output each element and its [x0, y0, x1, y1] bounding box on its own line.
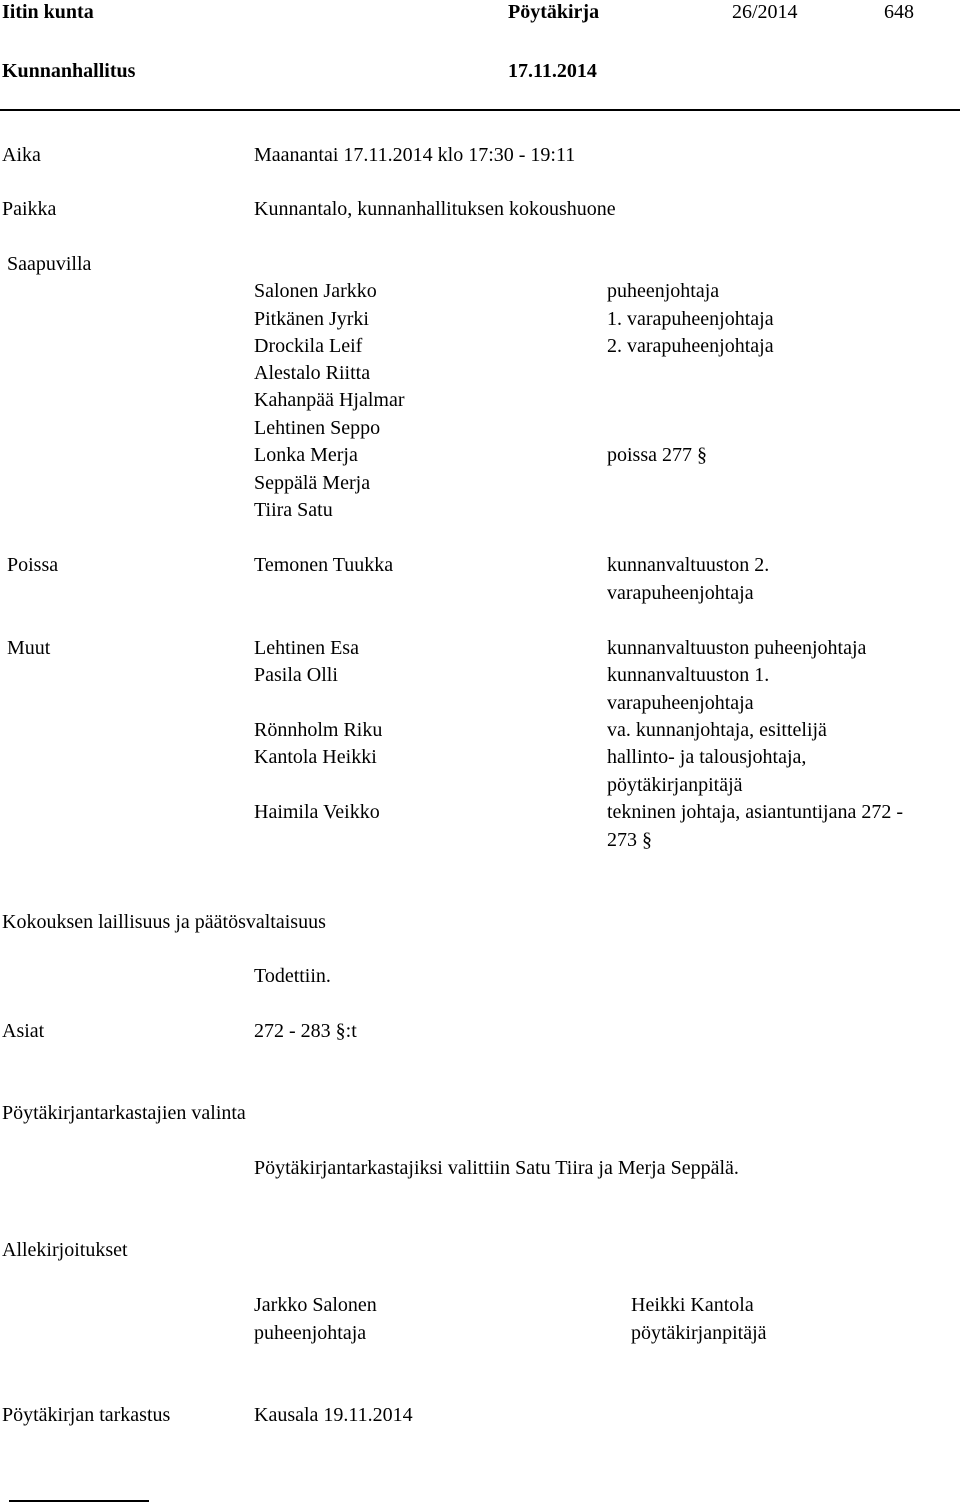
- other-role-continued: varapuheenjohtaja: [607, 692, 754, 714]
- signature-left-role: puheenjohtaja: [254, 1322, 367, 1344]
- absent-role: kunnanvaltuuston 2.: [607, 554, 770, 576]
- member-name: Lonka Merja: [254, 444, 358, 466]
- page-number: 648: [884, 1, 914, 23]
- absent-name: Temonen Tuukka: [254, 554, 394, 576]
- place-value: Kunnantalo, kunnanhallituksen kokoushuone: [254, 198, 616, 220]
- other-name: Rönnholm Riku: [254, 719, 383, 741]
- time-value: Maanantai 17.11.2014 klo 17:30 - 19:11: [254, 144, 576, 166]
- signature-right-role: pöytäkirjanpitäjä: [631, 1322, 767, 1344]
- inspectors-text: Pöytäkirjantarkastajiksi valittiin Satu Tiira ja Merja Seppälä.: [254, 1157, 739, 1179]
- time-label: Aika: [2, 144, 41, 166]
- signature-right-name: Heikki Kantola: [631, 1294, 754, 1316]
- other-name: Pasila Olli: [254, 664, 338, 686]
- member-name: Alestalo Riitta: [254, 362, 371, 384]
- municipality-name: Iitin kunta: [2, 1, 94, 23]
- member-role: 2. varapuheenjohtaja: [607, 335, 774, 357]
- header-divider: [0, 109, 960, 111]
- others-label: Muut: [7, 637, 51, 659]
- other-role: hallinto- ja talousjohtaja,: [607, 746, 807, 768]
- items-label: Asiat: [2, 1020, 45, 1042]
- items-value: 272 - 283 §:t: [254, 1020, 357, 1042]
- other-role: kunnanvaltuuston 1.: [607, 664, 770, 686]
- footnote-rule: [9, 1500, 149, 1502]
- document-type: Pöytäkirja: [508, 1, 600, 23]
- document-number: 26/2014: [732, 1, 798, 23]
- other-name: Kantola Heikki: [254, 746, 377, 768]
- member-name: Lehtinen Seppo: [254, 417, 381, 439]
- member-name: Seppälä Merja: [254, 472, 371, 494]
- other-role-continued: pöytäkirjanpitäjä: [607, 774, 743, 796]
- other-name: Haimila Veikko: [254, 801, 380, 823]
- other-role: va. kunnanjohtaja, esittelijä: [607, 719, 827, 741]
- other-name: Lehtinen Esa: [254, 637, 359, 659]
- member-name: Drockila Leif: [254, 335, 363, 357]
- absent-role-continued: varapuheenjohtaja: [607, 582, 754, 604]
- member-name: Salonen Jarkko: [254, 280, 377, 302]
- absent-label: Poissa: [7, 554, 59, 576]
- other-role-continued: 273 §: [607, 829, 652, 851]
- member-name: Kahanpää Hjalmar: [254, 389, 405, 411]
- signature-left-name: Jarkko Salonen: [254, 1294, 377, 1316]
- member-name: Tiira Satu: [254, 499, 333, 521]
- meeting-date: 17.11.2014: [508, 60, 597, 82]
- legality-heading: Kokouksen laillisuus ja päätösvaltaisuus: [2, 911, 326, 933]
- governing-body: Kunnanhallitus: [2, 60, 136, 82]
- member-name: Pitkänen Jyrki: [254, 308, 369, 330]
- review-label: Pöytäkirjan tarkastus: [2, 1404, 171, 1426]
- other-role: kunnanvaltuuston puheenjohtaja: [607, 637, 867, 659]
- inspectors-heading: Pöytäkirjantarkastajien valinta: [2, 1102, 246, 1124]
- signatures-heading: Allekirjoitukset: [2, 1239, 128, 1261]
- member-role: poissa 277 §: [607, 444, 707, 466]
- member-role: 1. varapuheenjohtaja: [607, 308, 774, 330]
- present-label: Saapuvilla: [7, 253, 92, 275]
- place-label: Paikka: [2, 198, 57, 220]
- review-value: Kausala 19.11.2014: [254, 1404, 413, 1426]
- other-role: tekninen johtaja, asiantuntijana 272 -: [607, 801, 904, 823]
- member-role: puheenjohtaja: [607, 280, 720, 302]
- legality-text: Todettiin.: [254, 965, 331, 987]
